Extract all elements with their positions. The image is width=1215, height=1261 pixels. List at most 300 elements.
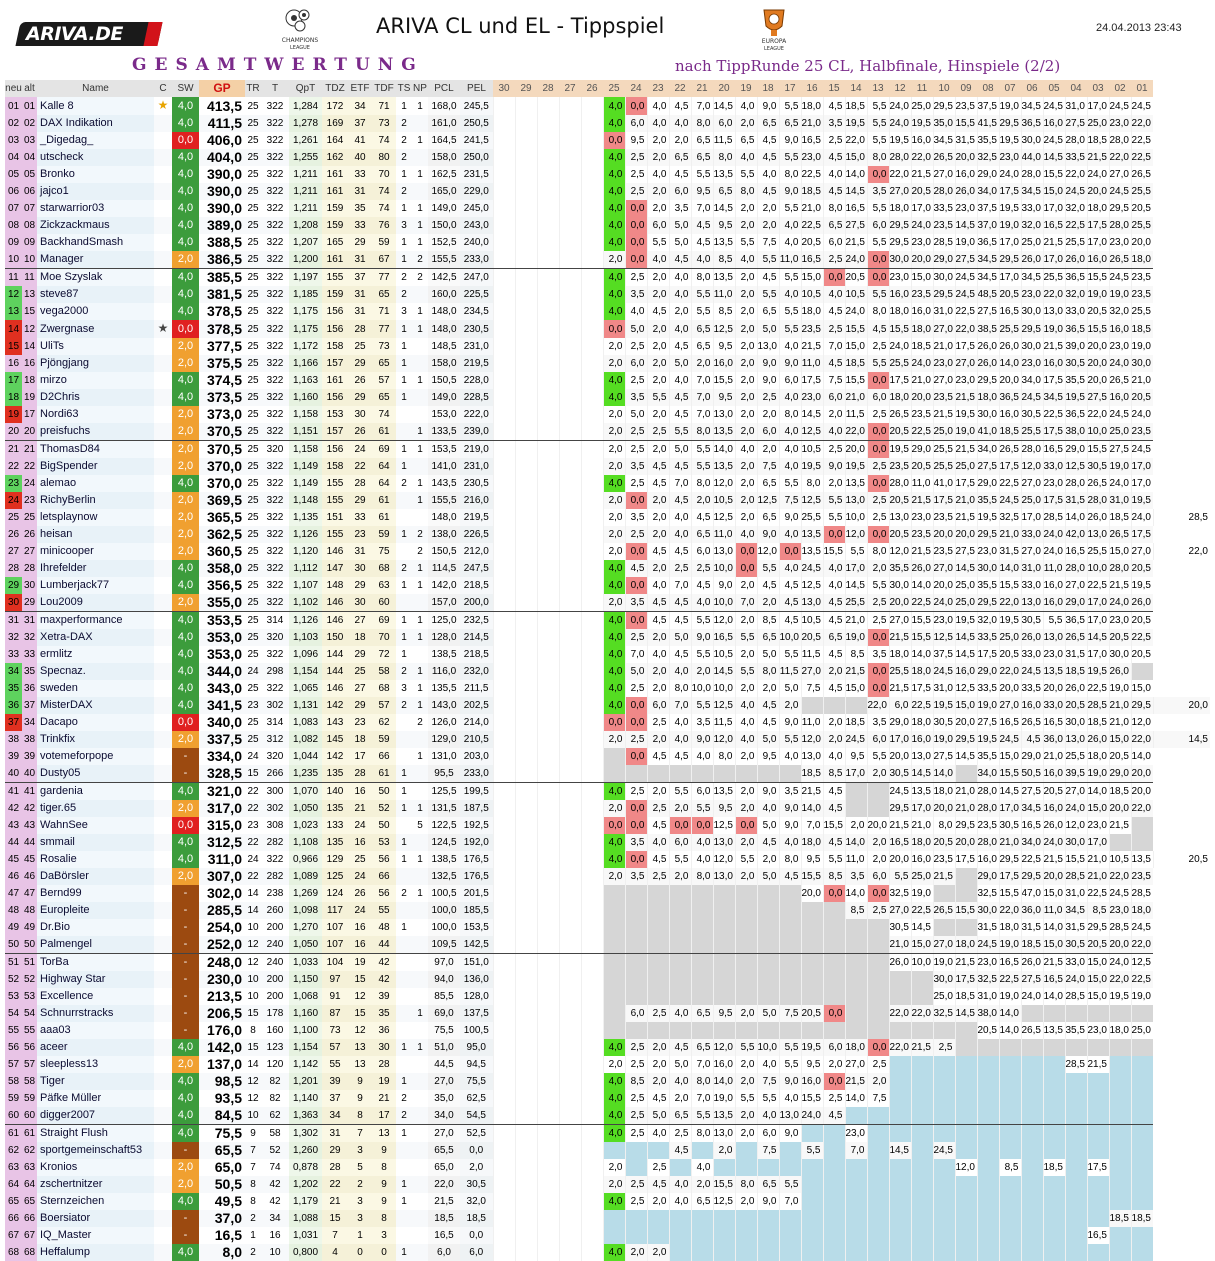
round-score	[581, 1107, 603, 1125]
round-score: 20,5	[801, 234, 823, 251]
round-score: 4,5	[669, 338, 691, 355]
table-row[interactable]	[5, 954, 1210, 972]
table-row[interactable]	[5, 783, 1210, 801]
table-row[interactable]	[5, 885, 1210, 902]
round-score	[559, 1244, 581, 1261]
player-name[interactable]: Straight Flush	[37, 1125, 154, 1143]
player-name[interactable]: Tiger	[37, 1073, 154, 1090]
table-row[interactable]	[5, 303, 1210, 320]
stat-cell: 42	[372, 954, 396, 972]
table-row[interactable]	[5, 629, 1210, 646]
table-row[interactable]	[5, 526, 1210, 543]
player-name[interactable]: Moe Szyslak	[37, 269, 154, 287]
round-score	[889, 1107, 911, 1125]
gp-total: 390,0	[199, 166, 245, 183]
round-score: 4,5	[647, 543, 669, 560]
champion-cell	[154, 1159, 172, 1176]
round-score: 19,0	[933, 731, 955, 748]
round-score: 2,0	[757, 594, 779, 612]
stat-cell: 13	[348, 1039, 372, 1056]
table-row[interactable]	[5, 817, 1210, 834]
stat-cell: 44	[372, 936, 396, 954]
table-row[interactable]	[5, 1176, 1210, 1193]
table-row[interactable]	[5, 475, 1210, 492]
player-name[interactable]: Zickzackmaus	[37, 217, 154, 234]
player-name[interactable]: starwarrior03	[37, 200, 154, 217]
round-score: 18,5	[801, 183, 823, 200]
player-name[interactable]: Nordi63	[37, 406, 154, 423]
round-score: 9,0	[779, 509, 801, 526]
player-name[interactable]: heisan	[37, 526, 154, 543]
round-score	[757, 1022, 779, 1039]
table-row[interactable]	[5, 1193, 1210, 1210]
stat-cell: 1,200	[289, 251, 322, 269]
player-name[interactable]: jajco1	[37, 183, 154, 200]
stat-cell: 107	[322, 919, 348, 936]
player-name[interactable]: alemao	[37, 475, 154, 492]
round-score	[537, 320, 559, 338]
player-name[interactable]: mirzo	[37, 372, 154, 389]
table-row[interactable]	[5, 389, 1210, 406]
round-score: 31,0	[933, 680, 955, 697]
stat-cell: 2	[412, 714, 428, 731]
page-title: ARIVA CL und EL - Tippspiel	[376, 14, 665, 38]
player-name[interactable]: digger2007	[37, 1107, 154, 1125]
ariva-logo[interactable]: ARIVA.DE	[26, 23, 123, 45]
player-name[interactable]: Excellence	[37, 988, 154, 1005]
player-name[interactable]: WahnSee	[37, 817, 154, 834]
stat-cell: 34	[261, 1210, 289, 1227]
stat-cell: 1,284	[289, 97, 322, 115]
round-score: 17,0	[999, 800, 1021, 817]
player-name[interactable]: BackhandSmash	[37, 234, 154, 251]
round-score: 27,5	[1021, 971, 1043, 988]
player-name[interactable]: letsplaynow	[37, 509, 154, 526]
round-score: 15,5	[1087, 441, 1109, 459]
champion-cell	[154, 458, 172, 475]
stat-cell: 19	[372, 1073, 396, 1090]
table-row[interactable]	[5, 594, 1210, 612]
player-name[interactable]: Zwergnase	[37, 320, 154, 338]
round-score	[581, 765, 603, 783]
round-score: 20,0	[1109, 936, 1131, 954]
round-score: 24,0	[933, 594, 955, 612]
player-name[interactable]: Lou2009	[37, 594, 154, 612]
round-score	[559, 406, 581, 423]
round-score	[1087, 1176, 1109, 1193]
table-row[interactable]	[5, 251, 1210, 269]
round-score: 20,5	[1131, 389, 1153, 406]
round-score: 21,0	[933, 338, 955, 355]
round-score: 24,5	[1109, 269, 1131, 287]
player-name[interactable]: Bernd99	[37, 885, 154, 902]
table-row[interactable]	[5, 765, 1210, 783]
table-row[interactable]	[5, 423, 1210, 441]
round-score: 18,5	[845, 97, 867, 115]
round-score: 5,5	[691, 441, 713, 459]
round-score: 26,5	[1021, 714, 1043, 731]
table-row[interactable]	[5, 646, 1210, 663]
player-name[interactable]: Xetra-DAX	[37, 629, 154, 646]
round-score	[537, 251, 559, 269]
player-name[interactable]: _Digedag_	[37, 132, 154, 149]
round-score: 7,5	[757, 1073, 779, 1090]
round-score: 16,5	[1043, 714, 1065, 731]
stat-cell: 27,0	[428, 1073, 460, 1090]
round-score: 19,0	[999, 936, 1021, 954]
table-row[interactable]	[5, 338, 1210, 355]
player-name[interactable]: DAX Indikation	[37, 115, 154, 132]
round-score: 30,0	[1021, 303, 1043, 320]
round-score	[537, 834, 559, 851]
rank-new: 39	[5, 748, 22, 765]
round-score	[537, 936, 559, 954]
player-name[interactable]: Boersiator	[37, 1210, 154, 1227]
player-name[interactable]: aceer	[37, 1039, 154, 1056]
player-name[interactable]: preisfuchs	[37, 423, 154, 441]
table-row[interactable]	[5, 234, 1210, 251]
stat-cell: 158,0	[428, 149, 460, 166]
player-name[interactable]: Ihrefelder	[37, 560, 154, 577]
table-row[interactable]	[5, 1244, 1210, 1261]
round-score: 5,0	[647, 1107, 669, 1125]
player-name[interactable]: Highway Star	[37, 971, 154, 988]
round-score: 33,5	[977, 629, 999, 646]
table-row[interactable]	[5, 577, 1210, 594]
player-name[interactable]: zschertnitzer	[37, 1176, 154, 1193]
table-row[interactable]	[5, 458, 1210, 475]
round-score: 4,0	[691, 1159, 713, 1176]
player-name[interactable]: BigSpender	[37, 458, 154, 475]
round-score: 12,0	[713, 851, 735, 868]
stat-cell: 29	[348, 355, 372, 372]
player-name[interactable]: sweden	[37, 680, 154, 697]
stat-cell: 1	[412, 320, 428, 338]
player-name[interactable]: Dr.Bio	[37, 919, 154, 936]
player-name[interactable]: tiger.65	[37, 800, 154, 817]
table-row[interactable]	[5, 1005, 1210, 1022]
table-row[interactable]	[5, 731, 1210, 748]
stat-cell: 1,160	[289, 1005, 322, 1022]
table-row[interactable]	[5, 509, 1210, 526]
table-row[interactable]	[5, 834, 1210, 851]
table-row[interactable]	[5, 97, 1210, 115]
round-score: 33,0	[1021, 200, 1043, 217]
table-row[interactable]	[5, 1210, 1210, 1227]
player-name[interactable]: smmail	[37, 834, 154, 851]
table-row[interactable]	[5, 560, 1210, 577]
table-row[interactable]	[5, 1107, 1210, 1125]
player-name[interactable]: ThomasD84	[37, 441, 154, 459]
table-row[interactable]	[5, 680, 1210, 697]
table-row[interactable]	[5, 1142, 1210, 1159]
stat-cell: 148,0	[428, 303, 460, 320]
round-score: 9,0	[779, 714, 801, 731]
round-score	[1043, 1073, 1065, 1090]
round-score	[757, 765, 779, 783]
round-score	[669, 936, 691, 954]
stat-cell: 2	[412, 251, 428, 269]
round-score	[581, 954, 603, 972]
table-row[interactable]	[5, 1056, 1210, 1073]
player-name[interactable]: RichyBerlin	[37, 492, 154, 509]
round-score: 29,5	[889, 800, 911, 817]
stat-cell: 1	[412, 800, 428, 817]
round-score: 14,0	[713, 1073, 735, 1090]
stat-cell: 61	[372, 423, 396, 441]
table-row[interactable]	[5, 1073, 1210, 1090]
table-row[interactable]	[5, 612, 1210, 630]
round-score: 18,0	[911, 714, 933, 731]
stat-cell: 153,5	[460, 919, 493, 936]
player-name[interactable]: maxperformance	[37, 612, 154, 630]
round-score: 13,5	[713, 166, 735, 183]
player-name[interactable]: vega2000	[37, 303, 154, 320]
round-score	[537, 629, 559, 646]
table-row[interactable]	[5, 663, 1210, 680]
table-row[interactable]	[5, 441, 1210, 459]
round-score: 2,0	[691, 663, 713, 680]
player-name[interactable]: minicooper	[37, 543, 154, 560]
stat-cell: 314	[261, 612, 289, 630]
round-score: 9,0	[757, 355, 779, 372]
player-name[interactable]: Rosalie	[37, 851, 154, 868]
player-name[interactable]: TorBa	[37, 954, 154, 972]
round-score: 18,5	[1087, 714, 1109, 731]
round-score: 0,0	[625, 251, 647, 269]
table-row[interactable]	[5, 697, 1210, 714]
round-score: 33,0	[1021, 577, 1043, 594]
table-row[interactable]	[5, 217, 1210, 234]
player-name[interactable]: Trinkfix	[37, 731, 154, 748]
stat-cell: 52	[372, 800, 396, 817]
player-name[interactable]: Lumberjack77	[37, 577, 154, 594]
round-score: 20,0	[1087, 183, 1109, 200]
round-score: 6,5	[757, 509, 779, 526]
round-score	[933, 919, 955, 936]
stat-cell: 100,5	[428, 885, 460, 902]
gp-total: 378,5	[199, 303, 245, 320]
player-name[interactable]: gardenia	[37, 783, 154, 801]
player-name[interactable]: utscheck	[37, 149, 154, 166]
table-row[interactable]	[5, 406, 1210, 423]
round-score: 30,5	[1065, 355, 1087, 372]
table-row[interactable]	[5, 919, 1210, 936]
player-name[interactable]: Schnurrstracks	[37, 1005, 154, 1022]
table-row[interactable]	[5, 269, 1210, 287]
player-name[interactable]: Sternzeichen	[37, 1193, 154, 1210]
round-score: 15,0	[1109, 731, 1131, 748]
player-name[interactable]: Bronko	[37, 166, 154, 183]
round-score: 28,5	[1065, 1056, 1087, 1073]
stat-cell: 230,5	[460, 320, 493, 338]
gp-total: 370,0	[199, 458, 245, 475]
round-score: 34,0	[977, 765, 999, 783]
table-row[interactable]	[5, 166, 1210, 183]
table-row[interactable]	[5, 748, 1210, 765]
player-name[interactable]: Specnaz.	[37, 663, 154, 680]
stat-cell: 25	[245, 594, 261, 612]
stat-cell: 7	[245, 1142, 261, 1159]
round-score	[823, 1176, 845, 1193]
column-header: 15	[823, 80, 845, 97]
round-score: 9,0	[757, 1193, 779, 1210]
table-row[interactable]	[5, 372, 1210, 389]
round-score: 20,0	[933, 526, 955, 543]
round-score: 21,0	[911, 372, 933, 389]
player-name[interactable]: Kalle 8	[37, 97, 154, 115]
player-name[interactable]: votemeforpope	[37, 748, 154, 765]
table-row[interactable]	[5, 1090, 1210, 1107]
stat-cell: 222,0	[460, 406, 493, 423]
table-row[interactable]	[5, 902, 1210, 919]
player-name[interactable]: Heffalump	[37, 1244, 154, 1261]
rank-old: 01	[22, 97, 37, 115]
rank-new: 54	[5, 1005, 22, 1022]
round-score	[801, 902, 823, 919]
round-score	[889, 971, 911, 988]
stat-cell: 22	[348, 458, 372, 475]
round-score: 15,5	[845, 320, 867, 338]
round-score	[1065, 1227, 1087, 1244]
stat-cell: 2	[245, 1210, 261, 1227]
player-name[interactable]: Kronios	[37, 1159, 154, 1176]
round-score: 2,0	[669, 132, 691, 149]
player-name[interactable]: steve87	[37, 286, 154, 303]
round-score	[911, 1227, 933, 1244]
table-row[interactable]	[5, 183, 1210, 200]
stat-cell: 159	[322, 217, 348, 234]
round-score: 28,0	[977, 834, 999, 851]
stat-cell: 25	[245, 423, 261, 441]
table-row[interactable]	[5, 1125, 1210, 1143]
round-score: 24,0	[1087, 166, 1109, 183]
round-score	[823, 1210, 845, 1227]
sw-value: 2,0	[172, 1159, 199, 1176]
table-row[interactable]	[5, 800, 1210, 817]
table-row[interactable]	[5, 988, 1210, 1005]
gp-total: 377,5	[199, 338, 245, 355]
stat-cell: 0,0	[460, 1142, 493, 1159]
round-score: 12,5	[933, 629, 955, 646]
table-row[interactable]	[5, 1227, 1210, 1244]
round-score	[735, 1227, 757, 1244]
round-score: 13,0	[713, 868, 735, 885]
table-row[interactable]	[5, 492, 1210, 509]
stat-cell: 1,140	[289, 1090, 322, 1107]
stat-cell: 322	[261, 423, 289, 441]
round-score: 4,5	[669, 251, 691, 269]
table-row[interactable]	[5, 1022, 1210, 1039]
round-score: 24,0	[845, 251, 867, 269]
table-row[interactable]	[5, 355, 1210, 372]
round-score: 5,5	[867, 286, 889, 303]
table-row[interactable]	[5, 936, 1210, 954]
table-row[interactable]	[5, 132, 1210, 149]
round-score	[867, 954, 889, 972]
round-score: 3,5	[625, 594, 647, 612]
player-name[interactable]: Päfke Müller	[37, 1090, 154, 1107]
player-name[interactable]: Dacapo	[37, 714, 154, 731]
round-score: 12,5	[713, 817, 735, 834]
rank-old: 45	[22, 851, 37, 868]
round-score	[1021, 1090, 1043, 1107]
player-name[interactable]: ermlitz	[37, 646, 154, 663]
round-score	[801, 1125, 823, 1143]
stat-cell: 0	[372, 1244, 396, 1261]
player-name[interactable]: Manager	[37, 251, 154, 269]
player-name[interactable]: Palmengel	[37, 936, 154, 954]
table-row[interactable]	[5, 286, 1210, 303]
table-row[interactable]	[5, 868, 1210, 885]
table-row[interactable]	[5, 149, 1210, 166]
player-name[interactable]: aaa03	[37, 1022, 154, 1039]
round-score: 27,5	[955, 251, 977, 269]
player-name[interactable]: sportgemeinschaft53	[37, 1142, 154, 1159]
player-name[interactable]: UliTs	[37, 338, 154, 355]
round-score: 17,5	[889, 372, 911, 389]
player-name[interactable]: IQ_Master	[37, 1227, 154, 1244]
sw-value: 2,0	[172, 251, 199, 269]
round-score: 2,5	[625, 269, 647, 287]
rank-new: 13	[5, 303, 22, 320]
stat-cell: 0,966	[289, 851, 322, 868]
stat-cell: 322	[261, 338, 289, 355]
round-score: 21,0	[955, 492, 977, 509]
sw-value: -	[172, 748, 199, 765]
stat-cell: 1	[396, 458, 412, 475]
round-score	[559, 971, 581, 988]
round-score: 24,0	[999, 166, 1021, 183]
player-name[interactable]: sleepless13	[37, 1056, 154, 1073]
round-score	[515, 132, 537, 149]
round-score: 11,0	[801, 355, 823, 372]
player-name[interactable]: Europleite	[37, 902, 154, 919]
rank-new: 04	[5, 149, 22, 166]
table-row[interactable]	[5, 1039, 1210, 1056]
table-row[interactable]	[5, 971, 1210, 988]
table-row[interactable]	[5, 115, 1210, 132]
champion-cell	[154, 988, 172, 1005]
round-score: 0,0	[867, 885, 889, 902]
player-name[interactable]: D2Chris	[37, 389, 154, 406]
stat-cell: 12	[245, 936, 261, 954]
rank-old: 17	[22, 406, 37, 423]
round-score	[581, 1073, 603, 1090]
round-score: 2,0	[647, 338, 669, 355]
round-score: 21,5	[1043, 851, 1065, 868]
table-row[interactable]	[5, 1159, 1210, 1176]
player-name[interactable]: MisterDAX	[37, 697, 154, 714]
player-name[interactable]: Pjöngjang	[37, 355, 154, 372]
stat-cell: 151,0	[460, 954, 493, 972]
round-score: 2,5	[647, 868, 669, 885]
table-row[interactable]	[5, 320, 1210, 338]
player-name[interactable]: Dusty05	[37, 765, 154, 783]
round-score	[625, 919, 647, 936]
round-score: 4,5	[691, 234, 713, 251]
player-name[interactable]: DaBörsler	[37, 868, 154, 885]
table-row[interactable]	[5, 543, 1210, 560]
rank-new: 01	[5, 97, 22, 115]
stat-cell: 24	[348, 868, 372, 885]
table-row[interactable]	[5, 714, 1210, 731]
round-score: 15,5	[999, 885, 1021, 902]
stat-cell: 1,278	[289, 115, 322, 132]
round-score: 28,0	[1087, 492, 1109, 509]
table-row[interactable]	[5, 200, 1210, 217]
table-row[interactable]	[5, 851, 1210, 868]
